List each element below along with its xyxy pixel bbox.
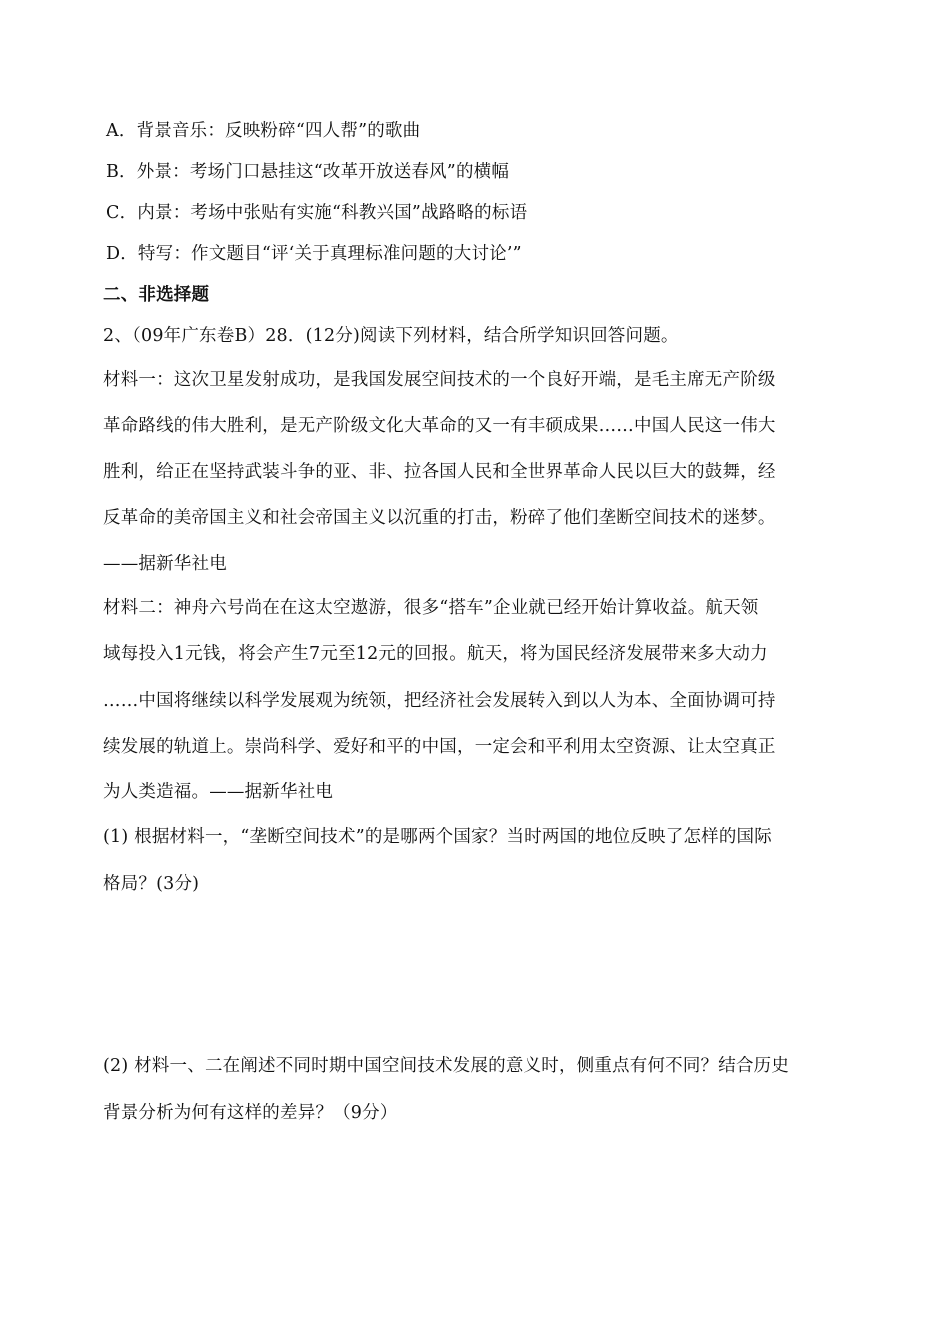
option-c: C．内景：考场中张贴有实施“科教兴国”战路略的标语 (106, 203, 528, 223)
material1-source: ——据新华社电 (103, 554, 227, 574)
sub-question-1: 格局？(3分) (103, 874, 200, 894)
material2-line: 域每投入1元钱，将会产生7元至12元的回报。航天，将为国民经济发展带来多大动力 (103, 644, 768, 664)
sub-question-2: 背景分析为何有这样的差异？（9分） (103, 1103, 398, 1123)
sub-question-2: (2) 材料一、二在阐述不同时期中国空间技术发展的意义时，侧重点有何不同？结合历史 (103, 1056, 790, 1076)
material2-line: 材料二：神舟六号尚在在这太空遨游，很多“搭车”企业就已经开始计算收益。航天领 (103, 598, 759, 618)
material1-line: 胜利，给正在坚持武装斗争的亚、非、拉各国人民和全世界革命人民以巨大的鼓舞，经 (103, 462, 776, 482)
option-d: D．特写：作文题目“评‘关于真理标准问题的大讨论’” (106, 244, 522, 264)
sub-question-1: (1) 根据材料一，“垄断空间技术”的是哪两个国家？当时两国的地位反映了怎样的国际 (103, 827, 772, 847)
option-a: A．背景音乐：反映粉碎“四人帮”的歌曲 (106, 121, 421, 141)
material2-line: 为人类造福。——据新华社电 (103, 782, 334, 802)
question-intro: 2、（09年广东卷B）28．(12分)阅读下列材料，结合所学知识回答问题。 (103, 326, 679, 346)
material1-line: 革命路线的伟大胜利，是无产阶级文化大革命的又一有丰硕成果……中国人民这一伟大 (103, 416, 776, 436)
section-heading: 二、非选择题 (103, 285, 210, 305)
material1-line: 材料一：这次卫星发射成功，是我国发展空间技术的一个良好开端，是毛主席无产阶级 (103, 370, 776, 390)
material1-line: 反革命的美帝国主义和社会帝国主义以沉重的打击，粉碎了他们垄断空间技术的迷梦。 (103, 508, 776, 528)
material2-line: ……中国将继续以科学发展观为统领，把经济社会发展转入到以人为本、全面协调可持 (103, 691, 776, 711)
option-b: B．外景：考场门口悬挂这“改革开放送春风”的横幅 (106, 162, 510, 182)
material2-line: 续发展的轨道上。崇尚科学、爱好和平的中国，一定会和平利用太空资源、让太空真正 (103, 737, 776, 757)
